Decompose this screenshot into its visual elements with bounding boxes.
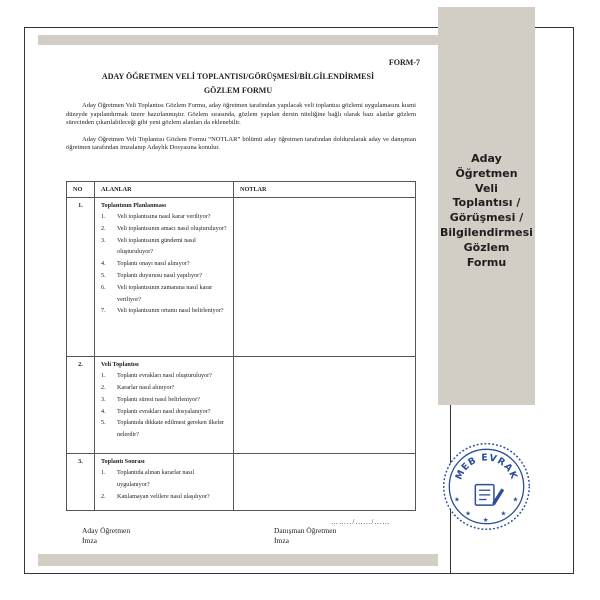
notes-cell[interactable] [234,357,416,454]
mentor-signature [274,526,336,546]
side-title-line: Görüşmesi / [449,211,524,225]
header-notlar: NOTLAR [234,182,416,198]
question-text: Veli toplantısının amacı nasıl oluşturuluyor? [117,224,227,232]
table-header-row [67,182,416,198]
logo-text: MEB EVRAK [453,452,520,482]
mentor-role: Danışman Öğretmen [274,526,337,535]
table-row [67,198,416,357]
side-title-line: Gözlem [463,240,510,254]
intro-paragraph-1: Aday Öğretmen Veli Toplantısı Gözlem Formu, aday öğretmen tarafından yapılacak veli toplantısı gözlemi uygulamasını kısmi düzeyde yapılandırmak üzere hazırlanmıştır. Gözlem sırasında, gözlem yapılan dersin niteliğine bağlı olarak bazı alanlar gözlem sürecinden çıkarılabileceği gibi yeni gözlem alanları da eklenebilir. [66,102,416,127]
section-number: 3. [67,454,95,511]
list-item [101,270,227,282]
list-item [101,467,227,491]
question-text: Katılamayan velilere nasıl ulaşılıyor? [117,492,210,500]
question-number: 4. [101,260,106,268]
question-number: 2. [101,492,106,500]
section-title: Toplantının Planlanması [101,202,166,209]
section-number: 1. [67,198,95,357]
section-fields [95,198,234,357]
document-top-band [38,35,438,45]
list-item [101,394,227,406]
question-number: 1. [101,469,106,477]
observation-table [66,181,416,511]
list-item [101,491,227,503]
form-number: FORM-7 [388,58,420,67]
question-number: 2. [101,224,106,232]
header-alanlar: ALANLAR [95,182,234,198]
question-text: Kararlar nasıl alınıyor? [117,383,175,391]
meb-evrak-logo [440,440,533,533]
question-number: 1. [101,213,106,220]
mentor-signature-label: İmza [274,536,289,545]
question-text: Toplantı onayı nasıl alınıyor? [117,260,190,268]
question-number: 1. [101,372,106,380]
question-text: Toplantıda alınan kararlar nasıl uygulanıyor? [117,469,195,488]
side-title-line: Bilgilendirmesi [440,225,533,239]
list-item [101,406,227,418]
table-row [67,357,416,454]
question-text: Toplantı süresi nasıl belirleniyor? [117,395,200,403]
list-item [101,417,227,441]
question-list [95,211,233,317]
side-title-line: Toplantısı / [452,196,521,210]
svg-text:★: ★ [482,515,489,524]
question-number: 6. [101,283,106,291]
section-title: Veli Toplantısı [101,361,139,369]
section-number: 2. [67,357,95,454]
question-list [95,370,233,441]
section-fields [95,454,234,511]
table-row [67,454,416,511]
svg-text:★: ★ [512,495,519,504]
candidate-signature-label: İmza [82,536,97,545]
question-text: Toplantı evrakları nasıl oluşturuluyor? [117,372,212,380]
list-item [101,282,227,306]
question-number: 7. [101,307,106,315]
side-title-line: Öğretmen [455,166,518,180]
side-title-line: Aday [471,152,502,165]
title-line-2: GÖZLEM FORMU [203,86,273,95]
side-title-line: Veli [475,181,498,195]
question-text: Toplantıda dikkate edilmesi gereken ilkeler nelerdir? [117,419,225,439]
list-item [101,305,227,317]
question-text: Veli toplantısının gündemi nasıl oluşturuluyor? [117,236,196,256]
notes-cell[interactable] [234,454,416,511]
question-text: Veli toplantısının zamanına nasıl karar veriliyor? [117,283,213,303]
list-item [101,382,227,394]
question-number: 3. [101,236,106,244]
question-number: 5. [101,271,106,279]
form-document [38,35,438,566]
question-number: 2. [101,383,106,391]
section-title: Toplantı Sonrası [101,458,145,466]
question-number: 3. [101,395,106,403]
document-bottom-band [38,554,438,566]
list-item [101,370,227,382]
svg-text:★: ★ [500,509,507,518]
question-text: Toplantı evrakları nasıl dosyalanıyor? [117,407,211,415]
list-item [101,223,227,235]
intro-text [66,102,416,161]
notes-cell[interactable] [234,198,416,357]
document-title [38,70,438,98]
candidate-signature [82,526,130,546]
date-placeholder: ……../……/…… [331,518,391,526]
list-item [101,258,227,270]
list-item [101,235,227,259]
side-title-line: Formu [466,255,507,269]
svg-text:★: ★ [453,495,460,504]
candidate-role: Aday Öğretmen [82,526,131,535]
svg-text:★: ★ [465,509,471,518]
title-line-1: ADAY ÖĞRETMEN VELİ TOPLANTISI/GÖRÜŞMESİ/BİLGİLENDİRMESİ [101,72,375,81]
question-number: 4. [101,407,106,415]
list-item [101,211,227,223]
header-no: NO [67,182,95,198]
question-text: Toplantı duyurusu nasıl yapılıyor? [117,271,202,279]
question-number: 5. [101,419,106,427]
side-panel-title [438,152,535,270]
question-text: Veli toplantısının ortamı nasıl belirleniyor? [117,307,224,315]
section-fields [95,357,234,454]
intro-paragraph-2: Aday Öğretmen Veli Toplantısı Gözlem Formu “NOTLAR” bölümü aday öğretmen tarafından doldurularak aday ve danışman öğretmen tarafından imzalanıp Adaylık Dosyasına konulur. [66,135,416,152]
question-list [95,467,233,502]
question-text: Veli toplantısına nasıl karar veriliyor? [117,213,211,220]
